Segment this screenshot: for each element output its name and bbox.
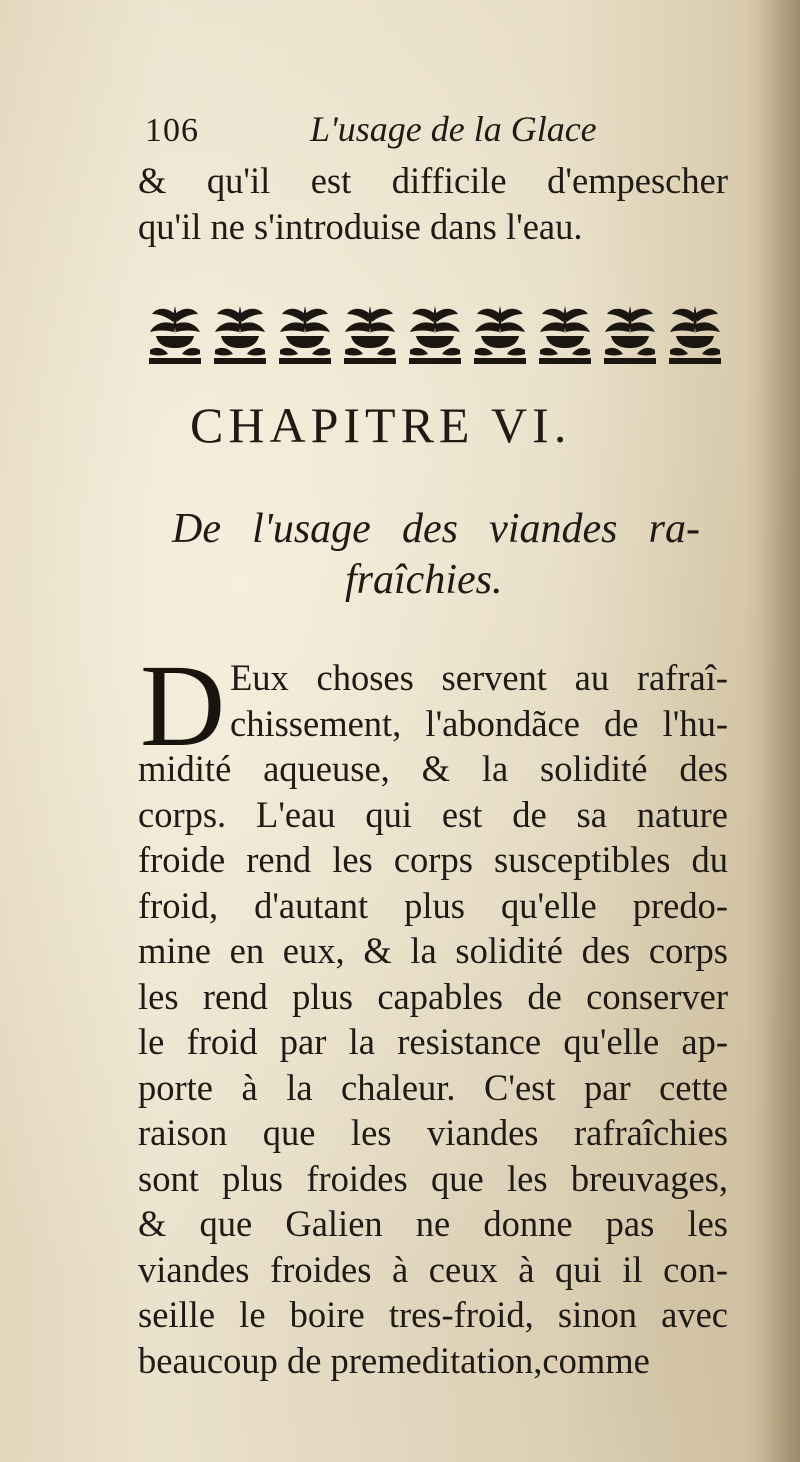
running-head: L'usage de la Glace	[310, 109, 597, 149]
text-line: porte à la chaleur. C'est par cette	[138, 1066, 728, 1108]
text-line: les rend plus capables de conserver	[138, 975, 728, 1017]
chapter-title: CHAPITRE VI.	[190, 397, 572, 453]
page-header	[145, 108, 665, 156]
page-number: 106	[145, 112, 199, 149]
text-line: viandes froides à ceux à qui il con-	[138, 1248, 728, 1290]
fleuron-ornament-icon	[471, 300, 529, 368]
text-line: & qu'il est difficile d'empescher	[138, 160, 728, 201]
text-line: Eux choses servent au rafraî-	[230, 657, 728, 698]
fleuron-ornament-icon	[211, 300, 269, 368]
text-line: sont plus froides que les breuvages,	[138, 1157, 728, 1199]
fleuron-ornament-icon	[146, 300, 204, 368]
fleuron-ornament-icon	[276, 300, 334, 368]
text-line: qu'il ne s'introduise dans l'eau.	[138, 205, 583, 247]
text-line: chissement, l'abondãce de l'hu-	[230, 702, 728, 744]
text-line: froid, d'autant plus qu'elle predo-	[138, 884, 728, 926]
chapter-subtitle-line-1: De l'usage des viandes ra-	[172, 506, 700, 552]
text-line: le froid par la resistance qu'elle ap-	[138, 1021, 728, 1062]
text-line: beaucoup de premeditation,comme	[138, 1339, 650, 1381]
fleuron-ornament-icon	[536, 300, 594, 368]
ornament-band	[146, 300, 724, 368]
fleuron-ornament-icon	[601, 300, 659, 368]
fleuron-ornament-icon	[341, 300, 399, 368]
fleuron-ornament-icon	[666, 300, 724, 368]
text-line: midité aqueuse, & la solidité des	[138, 748, 728, 789]
continued-text	[138, 158, 728, 249]
body-text	[138, 640, 728, 1383]
fleuron-ornament-icon	[406, 300, 464, 368]
text-line: seille le boire tres-froid, sinon avec	[138, 1294, 728, 1335]
gutter-shadow	[760, 0, 800, 1462]
text-line: mine en eux, & la solidité des corps	[138, 930, 728, 971]
chapter-subtitle-line-2: fraîchies.	[345, 557, 503, 603]
text-line: & que Galien ne donne pas les	[138, 1203, 728, 1244]
text-line: froide rend les corps susceptibles du	[138, 839, 728, 880]
text-line: corps. L'eau qui est de sa nature	[138, 793, 728, 835]
drop-cap: D	[140, 640, 226, 771]
text-line: raison que les viandes rafraîchies	[138, 1112, 728, 1153]
